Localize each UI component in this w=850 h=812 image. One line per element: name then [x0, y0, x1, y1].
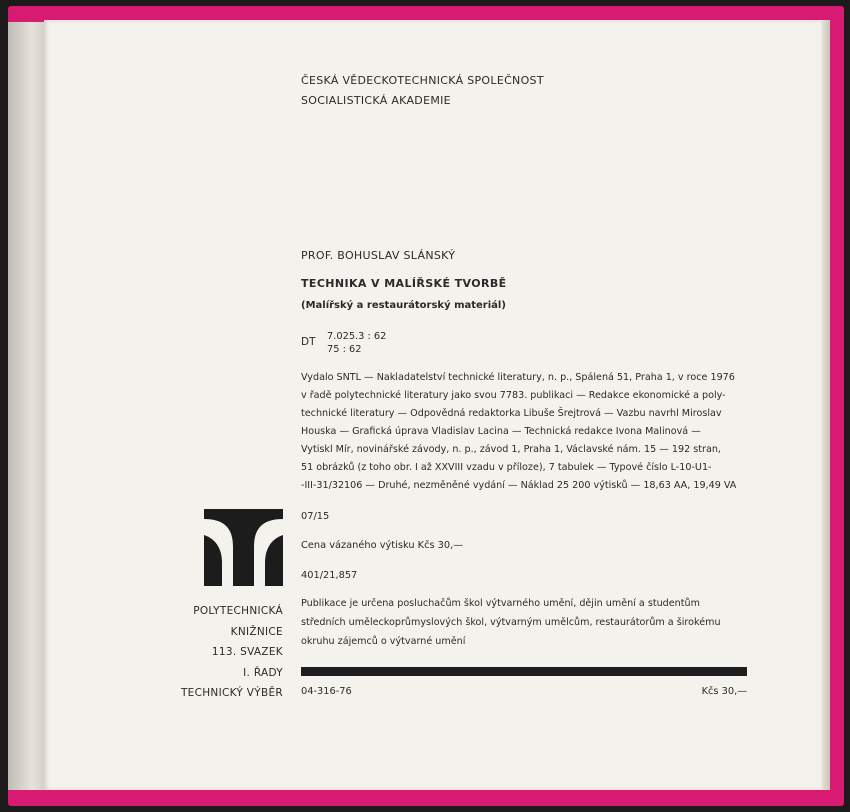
audience-line: středních uměleckoprůmyslových škol, výtvarným umělcům, restaurátorům a širokému: [301, 617, 721, 628]
series-line: I. ŘADY: [243, 666, 283, 679]
imprint-block: [301, 369, 751, 495]
book-title: TECHNIKA V MALÍŘSKÉ TVORBĚ: [301, 277, 507, 290]
imprint-line: Vytiskl Mír, novinářské závody, n. p., závod 1, Praha 1, Václavské nám. 15 — 192 stran,: [301, 444, 721, 455]
series-logo-icon: [204, 509, 283, 586]
imprint-line: Houska — Grafická úprava Vladislav Lacina — Technická redakce Ivona Malinová —: [301, 426, 701, 437]
dt-code-2: 75 : 62: [327, 344, 362, 355]
footer-code: 04-316-76: [301, 686, 352, 697]
book-spine: [8, 22, 48, 790]
book-subtitle: (Malířský a restaurátorský materiál): [301, 300, 506, 311]
series-block: [160, 601, 283, 704]
series-line: 113. SVAZEK: [211, 646, 283, 658]
audience-line: Publikace je určena posluchačům škol výtvarného umění, dějin umění a studentům: [301, 598, 700, 609]
code-401: 401/21,857: [301, 570, 358, 581]
imprint-line: -III-31/32106 — Druhé, nezměněné vydání — Náklad 25 200 výtisků — 18,63 AA, 19,49 VA: [301, 480, 737, 491]
author-name: PROF. BOHUSLAV SLÁNSKÝ: [301, 249, 456, 262]
price-line: Cena vázaného výtisku Kčs 30,—: [301, 540, 464, 551]
imprint-line: Vydalo SNTL — Nakladatelství technické literatury, n. p., Spálená 51, Praha 1, v roce 1976: [301, 372, 735, 383]
audience-block: [301, 594, 751, 651]
audience-line: okruhu zájemců o výtvarné umění: [301, 636, 466, 647]
series-line: POLYTECHNICKÁ: [193, 605, 283, 617]
footer-price: Kčs 30,—: [701, 686, 747, 697]
publisher-org-line-2: SOCIALISTICKÁ AKADEMIE: [301, 94, 451, 107]
imprint-line: technické literatury — Odpovědná redaktorka Libuše Šrejtrová — Vazbu navrhl Miroslav: [301, 408, 722, 419]
imprint-line: 51 obrázků (z toho obr. I až XXVIII vzadu v příloze), 7 tabulek — Typové číslo L-10-U1-: [301, 462, 712, 473]
series-line: TECHNICKÝ VÝBĚR: [180, 687, 283, 699]
publisher-org-line-1: ČESKÁ VĚDECKOTECHNICKÁ SPOLEČNOST: [301, 74, 544, 87]
series-line: KNIŽNICE: [230, 625, 283, 638]
code-0715: 07/15: [301, 511, 330, 522]
page-edge: [822, 20, 830, 790]
dt-label: DT: [301, 336, 316, 348]
footer-rule: [301, 667, 747, 676]
dt-code-1: 7.025.3 : 62: [327, 331, 387, 342]
imprint-line: v řadě polytechnické literatury jako svou 7783. publikaci — Redakce ekonomické a poly-: [301, 390, 726, 401]
